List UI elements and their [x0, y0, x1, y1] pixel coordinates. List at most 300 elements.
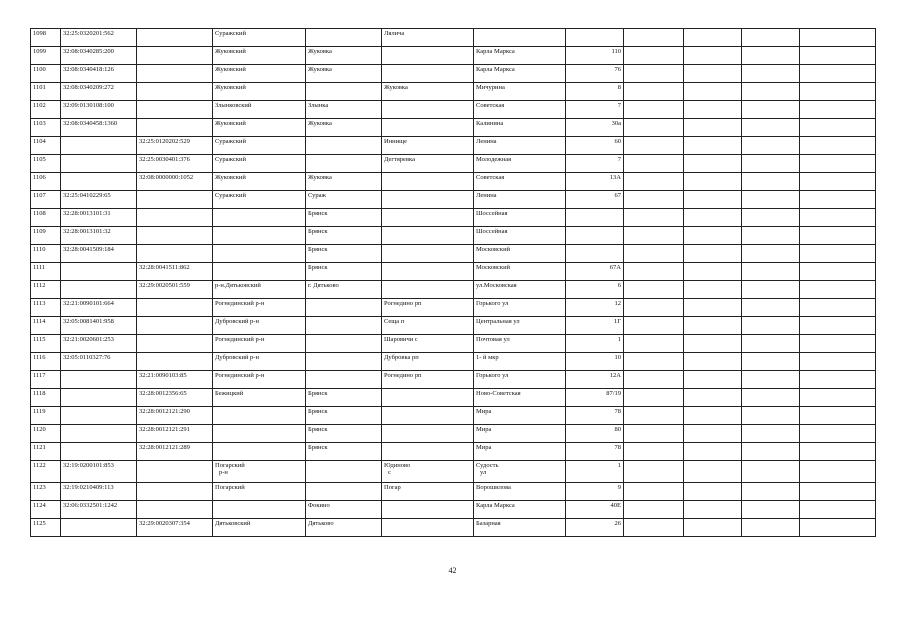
cell-b	[137, 425, 213, 443]
cell-c	[213, 425, 306, 443]
cell-f	[474, 389, 566, 407]
cell-empty	[684, 371, 742, 389]
cell-text: 1109	[33, 228, 46, 235]
cell-e	[382, 191, 474, 209]
cell-text: 32:29:0020307:354	[139, 520, 190, 527]
cell-a	[61, 29, 137, 47]
cell-text: 1099	[33, 48, 46, 55]
cell-empty	[684, 461, 742, 483]
table-row	[31, 263, 876, 281]
cell-g	[566, 83, 624, 101]
cell-text: Фокино	[308, 502, 330, 509]
cell-empty	[684, 209, 742, 227]
cell-f	[474, 281, 566, 299]
cell-e	[382, 65, 474, 83]
cell-b	[137, 209, 213, 227]
cell-n	[31, 29, 61, 47]
cell-f	[474, 353, 566, 371]
cell-n	[31, 83, 61, 101]
cell-d	[306, 29, 382, 47]
cell-empty	[742, 483, 800, 501]
cell-text: 1111	[33, 264, 46, 271]
cell-n	[31, 353, 61, 371]
cell-empty	[684, 47, 742, 65]
cell-text: Суражский	[215, 192, 246, 199]
cell-d	[306, 389, 382, 407]
cell-e	[382, 501, 474, 519]
cell-text: 32:25:0030401:376	[139, 156, 190, 163]
cell-f	[474, 501, 566, 519]
cell-n	[31, 263, 61, 281]
cell-empty	[624, 299, 684, 317]
cell-c	[213, 191, 306, 209]
cell-empty	[624, 227, 684, 245]
cell-d	[306, 47, 382, 65]
cell-a	[61, 389, 137, 407]
cell-b	[137, 101, 213, 119]
table-row	[31, 65, 876, 83]
cell-empty	[684, 501, 742, 519]
cell-b	[137, 317, 213, 335]
cell-a	[61, 299, 137, 317]
cell-text-line2: ул	[480, 469, 487, 476]
cell-d	[306, 501, 382, 519]
cell-empty	[800, 461, 876, 483]
cell-empty	[742, 137, 800, 155]
table-row	[31, 47, 876, 65]
cell-text: 32:19:0200101:853	[63, 462, 114, 469]
cell-text: Брянск	[308, 390, 328, 397]
cell-g	[566, 281, 624, 299]
cell-text: 1104	[33, 138, 46, 145]
cell-text: 8	[617, 84, 621, 91]
cell-empty	[742, 281, 800, 299]
cell-b	[137, 483, 213, 501]
cell-empty	[742, 101, 800, 119]
cell-e	[382, 461, 474, 483]
cell-empty	[742, 389, 800, 407]
cell-d	[306, 263, 382, 281]
table-body	[31, 29, 876, 537]
cell-g	[566, 101, 624, 119]
cell-empty	[742, 353, 800, 371]
cell-a	[61, 137, 137, 155]
cell-n	[31, 47, 61, 65]
cell-b	[137, 137, 213, 155]
cell-g	[566, 173, 624, 191]
cell-a	[61, 83, 137, 101]
cell-text: 1122	[33, 462, 46, 469]
cell-text: 9	[617, 484, 621, 491]
cell-g	[566, 227, 624, 245]
cell-b	[137, 65, 213, 83]
cell-text: 110	[611, 48, 621, 55]
cell-e	[382, 389, 474, 407]
cell-text: 26	[614, 520, 621, 527]
cell-text: 13А	[609, 174, 621, 181]
cell-b	[137, 281, 213, 299]
cell-c	[213, 281, 306, 299]
table-row	[31, 227, 876, 245]
cell-text: 7	[617, 156, 621, 163]
cell-text: Карла Маркса	[476, 502, 515, 509]
cell-c	[213, 317, 306, 335]
cell-g	[566, 29, 624, 47]
cell-text: 6	[617, 282, 621, 289]
cell-c	[213, 29, 306, 47]
cell-c	[213, 299, 306, 317]
cell-empty	[800, 29, 876, 47]
cell-empty	[684, 299, 742, 317]
cell-text: Суражский	[215, 30, 246, 37]
cell-e	[382, 155, 474, 173]
cell-empty	[800, 407, 876, 425]
table-row	[31, 425, 876, 443]
cell-b	[137, 371, 213, 389]
cell-empty	[684, 137, 742, 155]
cell-empty	[624, 519, 684, 537]
cell-e	[382, 425, 474, 443]
cell-e	[382, 119, 474, 137]
cell-empty	[684, 263, 742, 281]
cell-text: г. Дятьково	[308, 282, 339, 289]
cell-empty	[624, 101, 684, 119]
cell-empty	[684, 227, 742, 245]
cell-text: 1118	[33, 390, 46, 397]
cell-a	[61, 47, 137, 65]
cell-e	[382, 483, 474, 501]
cell-f	[474, 155, 566, 173]
cell-empty	[742, 155, 800, 173]
table-row	[31, 389, 876, 407]
cell-e	[382, 173, 474, 191]
cell-b	[137, 29, 213, 47]
cell-empty	[800, 173, 876, 191]
cell-f	[474, 29, 566, 47]
cell-g	[566, 191, 624, 209]
cell-text: 32:06:0332501:1242	[63, 502, 118, 509]
cell-g	[566, 335, 624, 353]
cell-empty	[742, 335, 800, 353]
cell-g	[566, 353, 624, 371]
cell-text: Карла Маркса	[476, 48, 515, 55]
cell-d	[306, 191, 382, 209]
cell-text: 1103	[33, 120, 46, 127]
cell-text: 1119	[33, 408, 46, 415]
cell-text: 1105	[33, 156, 46, 163]
cell-text: Горького ул	[476, 300, 509, 307]
cell-text: 12А	[609, 372, 621, 379]
cell-text: р-н.Дятьковский	[215, 282, 261, 289]
cell-text: Судость	[476, 462, 499, 469]
cell-d	[306, 335, 382, 353]
cell-text: Жуковка	[308, 120, 332, 127]
cell-text: Дегтяревка	[384, 156, 415, 163]
cell-d	[306, 155, 382, 173]
cell-b	[137, 173, 213, 191]
cell-empty	[800, 299, 876, 317]
cell-text: Шоссейная	[476, 228, 508, 235]
cell-empty	[742, 407, 800, 425]
cell-text: 1117	[33, 372, 46, 379]
cell-text: Жуковский	[215, 174, 246, 181]
table-row	[31, 443, 876, 461]
cell-text: 1	[617, 336, 621, 343]
cell-empty	[800, 227, 876, 245]
cell-empty	[684, 29, 742, 47]
cell-b	[137, 461, 213, 483]
cell-text: Ленина	[476, 192, 497, 199]
cell-empty	[742, 263, 800, 281]
cell-a	[61, 245, 137, 263]
cell-text: ул.Московская	[476, 282, 517, 289]
cell-empty	[684, 425, 742, 443]
cell-text: Дубровка рп	[384, 354, 419, 361]
cell-text: Сеща п	[384, 318, 405, 325]
cell-text: Советская	[476, 102, 505, 109]
cell-d	[306, 137, 382, 155]
table-row	[31, 173, 876, 191]
cell-empty	[624, 317, 684, 335]
cell-text: 1	[617, 462, 621, 469]
cell-empty	[742, 371, 800, 389]
cell-text: Калинина	[476, 120, 504, 127]
cell-e	[382, 263, 474, 281]
cell-empty	[624, 83, 684, 101]
cell-empty	[684, 155, 742, 173]
cell-empty	[624, 137, 684, 155]
cell-n	[31, 191, 61, 209]
cell-empty	[624, 443, 684, 461]
cell-empty	[800, 119, 876, 137]
cell-text: Ленина	[476, 138, 497, 145]
cell-text: Базарная	[476, 520, 501, 527]
cell-empty	[742, 519, 800, 537]
cell-b	[137, 519, 213, 537]
cell-text: Мира	[476, 426, 492, 433]
cell-text: 1112	[33, 282, 46, 289]
cell-text: 32:09:0130108:100	[63, 102, 114, 109]
cell-c	[213, 101, 306, 119]
cell-b	[137, 191, 213, 209]
cell-n	[31, 299, 61, 317]
cell-c	[213, 47, 306, 65]
cell-empty	[800, 83, 876, 101]
cell-d	[306, 281, 382, 299]
page-number: 42	[448, 566, 457, 575]
cell-e	[382, 353, 474, 371]
cell-empty	[684, 245, 742, 263]
cell-c	[213, 227, 306, 245]
cell-text: 32:28:0012121:290	[139, 408, 190, 415]
cell-g	[566, 389, 624, 407]
cell-text: 32:21:0090103:85	[139, 372, 187, 379]
cell-empty	[684, 65, 742, 83]
cell-d	[306, 119, 382, 137]
cell-empty	[684, 317, 742, 335]
cell-empty	[684, 483, 742, 501]
table-row	[31, 83, 876, 101]
cell-text: 78	[614, 444, 621, 451]
cell-text: Жуковка	[308, 48, 332, 55]
cell-b	[137, 353, 213, 371]
cell-f	[474, 101, 566, 119]
cell-empty	[742, 209, 800, 227]
cell-a	[61, 119, 137, 137]
table-row	[31, 501, 876, 519]
table-row	[31, 137, 876, 155]
cell-empty	[624, 47, 684, 65]
cell-text: 1114	[33, 318, 46, 325]
cell-text: 32:08:0340418:126	[63, 66, 114, 73]
cell-text: 32:28:0041511:862	[139, 264, 190, 271]
cell-text: 1Г	[613, 318, 621, 325]
cell-f	[474, 65, 566, 83]
cell-empty	[742, 47, 800, 65]
cell-a	[61, 461, 137, 483]
cell-text: Мира	[476, 444, 492, 451]
cadastral-table	[30, 28, 876, 537]
cell-text: Погарский	[215, 484, 245, 491]
cell-c	[213, 443, 306, 461]
cell-empty	[742, 501, 800, 519]
cell-empty	[684, 389, 742, 407]
cell-text: 32:28:0013101:32	[63, 228, 111, 235]
cell-a	[61, 227, 137, 245]
cell-e	[382, 519, 474, 537]
cell-a	[61, 173, 137, 191]
cell-text: 12	[614, 300, 621, 307]
cell-text: 1107	[33, 192, 46, 199]
cell-f	[474, 119, 566, 137]
cell-text: 1123	[33, 484, 46, 491]
cell-d	[306, 371, 382, 389]
cell-empty	[800, 101, 876, 119]
cell-b	[137, 335, 213, 353]
cell-g	[566, 245, 624, 263]
cell-d	[306, 317, 382, 335]
cell-f	[474, 173, 566, 191]
cell-n	[31, 389, 61, 407]
cell-empty	[684, 191, 742, 209]
cell-empty	[742, 443, 800, 461]
cell-empty	[624, 263, 684, 281]
cell-g	[566, 155, 624, 173]
cell-text: 32:21:0020601:253	[63, 336, 114, 343]
table-row	[31, 371, 876, 389]
cell-empty	[624, 281, 684, 299]
cell-text: 32:28:0041509:184	[63, 246, 114, 253]
cell-text: Ново-Советская	[476, 390, 521, 397]
cell-e	[382, 281, 474, 299]
cell-text: 60	[614, 138, 621, 145]
cell-f	[474, 263, 566, 281]
cell-text: 80	[614, 426, 621, 433]
cell-f	[474, 245, 566, 263]
cell-text: Рогнедино рп	[384, 300, 422, 307]
cell-c	[213, 501, 306, 519]
cell-empty	[800, 371, 876, 389]
cell-empty	[800, 209, 876, 227]
cell-text: Жуковка	[384, 84, 408, 91]
cell-text: 1108	[33, 210, 46, 217]
cell-empty	[624, 155, 684, 173]
cell-text: Ворошилова	[476, 484, 511, 491]
cell-text: 1101	[33, 84, 46, 91]
cell-c	[213, 263, 306, 281]
cell-text: 1100	[33, 66, 46, 73]
cell-empty	[684, 83, 742, 101]
cell-text: Лялича	[384, 30, 405, 37]
cell-empty	[742, 227, 800, 245]
cell-text: Сураж	[308, 192, 327, 199]
cell-text: 32:05:0110327:76	[63, 354, 111, 361]
cell-n	[31, 65, 61, 83]
cell-text: Суражский	[215, 138, 246, 145]
cell-a	[61, 407, 137, 425]
table-row	[31, 519, 876, 537]
cell-text: Московский	[476, 264, 511, 271]
cell-e	[382, 299, 474, 317]
cell-g	[566, 263, 624, 281]
cell-c	[213, 83, 306, 101]
cell-f	[474, 191, 566, 209]
cell-text: 32:28:0012121:291	[139, 426, 190, 433]
cell-b	[137, 83, 213, 101]
cell-text: 32:25:0410229:65	[63, 192, 111, 199]
cell-text: 76	[614, 66, 621, 73]
cell-text: Брянск	[308, 426, 328, 433]
cell-text: Погарский	[215, 462, 245, 469]
cell-empty	[624, 173, 684, 191]
cell-e	[382, 29, 474, 47]
cell-text: 10	[614, 354, 621, 361]
cell-text: 40Е	[610, 502, 621, 509]
cell-d	[306, 245, 382, 263]
table-row	[31, 461, 876, 483]
cell-a	[61, 443, 137, 461]
cell-f	[474, 443, 566, 461]
cell-a	[61, 65, 137, 83]
cell-g	[566, 483, 624, 501]
cell-e	[382, 245, 474, 263]
cell-text: Жуковка	[308, 66, 332, 73]
cell-g	[566, 407, 624, 425]
cell-n	[31, 461, 61, 483]
cell-text: Рогнединский р-н	[215, 336, 265, 343]
cell-c	[213, 245, 306, 263]
cell-g	[566, 209, 624, 227]
cell-e	[382, 227, 474, 245]
cell-text: 87/19	[606, 390, 621, 397]
cell-empty	[624, 29, 684, 47]
cell-empty	[742, 29, 800, 47]
cell-empty	[800, 519, 876, 537]
cell-d	[306, 227, 382, 245]
cell-f	[474, 227, 566, 245]
cell-empty	[800, 263, 876, 281]
cell-b	[137, 155, 213, 173]
cell-n	[31, 519, 61, 537]
cell-empty	[800, 191, 876, 209]
cell-empty	[742, 119, 800, 137]
cell-empty	[800, 281, 876, 299]
cell-f	[474, 371, 566, 389]
cell-empty	[800, 389, 876, 407]
cell-f	[474, 461, 566, 483]
cell-c	[213, 119, 306, 137]
cell-empty	[684, 353, 742, 371]
